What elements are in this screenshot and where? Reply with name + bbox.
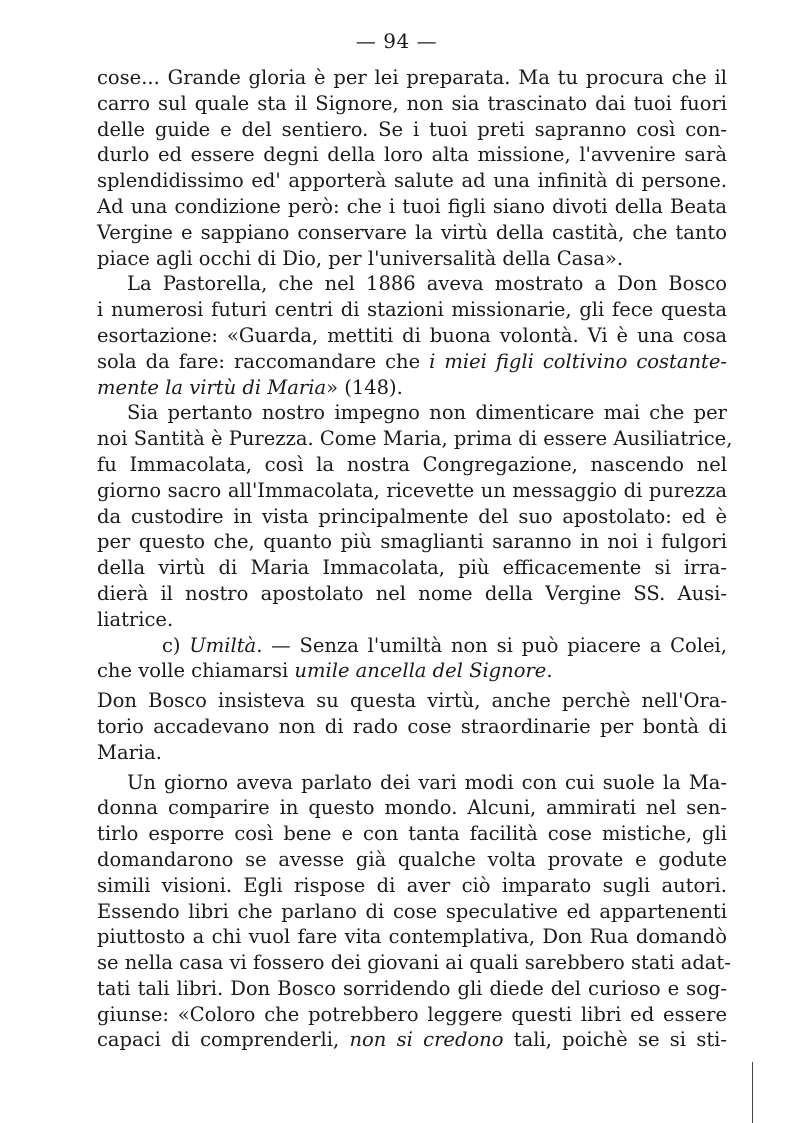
text-span: sola da fare: raccomandare che — [97, 349, 430, 373]
text-line: tirlo esporre così bene e con tanta facilità cose mistiche, gli — [97, 822, 727, 846]
italic-quote: i miei figli coltivino costante- — [429, 349, 727, 373]
italic-phrase: umile ancella del Signore. — [294, 659, 553, 683]
text-line — [97, 375, 727, 401]
section-heading-line — [97, 633, 727, 659]
text-line — [97, 658, 727, 684]
text-line: Vergine e sappiano conservare la virtù della castità, che tanto — [97, 220, 727, 244]
text-line: donna comparire in questo mondo. Alcuni, ammirati nel sen- — [97, 796, 727, 820]
section-title: Umiltà. — [189, 633, 263, 657]
text-line: noi Santità è Purezza. Come Maria, prima di essere Ausiliatrice, — [97, 427, 733, 451]
text-span: — Senza l'umiltà non si può piacere a Colei, — [262, 633, 727, 657]
italic-quote: mente la virtù di Maria — [97, 375, 327, 399]
text-line: i numerosi futuri centri di stazioni missionarie, gli fece questa — [97, 298, 727, 322]
text-line: piace agli occhi di Dio, per l'universalità della Casa». — [97, 246, 624, 270]
text-line: giorno sacro all'Immacolata, ricevette un messaggio di purezza — [97, 478, 727, 502]
text-line: carro sul quale sta il Signore, non sia trascinato dai tuoi fuori — [97, 91, 727, 115]
text-line: da custodire in vista principalmente del suo apostolato: ed è — [97, 504, 727, 528]
text-line: torio accadevano non di rado cose straordinarie per bontà di — [97, 714, 727, 738]
text-line: Don Bosco insisteva su questa virtù, anche perchè nell'Ora- — [97, 689, 727, 713]
text-line: splendidissimo ed' apporterà salute ad una infinità di persone. — [97, 169, 727, 193]
body-text — [97, 65, 733, 1053]
text-line: tati tali libri. Don Bosco sorridendo gli diede del curioso e sog- — [97, 976, 727, 1000]
text-span: capaci di comprenderli, — [97, 1028, 350, 1052]
text-line: se nella casa vi fossero dei giovani ai quali sarebbero stati adat- — [97, 951, 731, 975]
text-span: » (148). — [326, 375, 403, 399]
text-line: liatrice. — [97, 607, 174, 631]
text-line: La Pastorella, che nel 1886 aveva mostrato a Don Bosco — [127, 272, 727, 296]
text-line: fu Immacolata, così la nostra Congregazione, nascendo nel — [97, 452, 727, 476]
text-line: esortazione: «Guarda, mettiti di buona volontà. Vi è una cosa — [97, 323, 727, 347]
margin-rule — [752, 1062, 753, 1123]
text-line: domandarono se avesse già qualche volta provate e godute — [97, 847, 727, 871]
text-line: Maria. — [97, 740, 162, 764]
page-number: — 94 — — [355, 29, 438, 53]
text-line: cose... Grande gloria è per lei preparata. Ma tu procura che il — [97, 66, 727, 89]
text-line: simili visioni. Egli rispose di aver ciò imparato sugli autori. — [97, 873, 727, 897]
text-span: tali, poichè se si sti- — [503, 1028, 727, 1052]
text-line: piuttosto a chi vuol fare vita contemplativa, Don Rua domandò — [97, 925, 727, 949]
text-line: per questo che, quanto più smaglianti saranno in noi i fulgori — [97, 530, 727, 554]
text-span: che volle chiamarsi — [97, 659, 295, 683]
italic-phrase: non si credono — [349, 1028, 504, 1052]
text-span: c) — [162, 633, 190, 657]
text-line: Sia pertanto nostro impegno non dimenticare mai che per — [127, 401, 727, 425]
text-line: della virtù di Maria Immacolata, più efficacemente si irra- — [97, 556, 727, 580]
text-line: Un giorno aveva parlato dei vari modi con cui suole la Ma- — [127, 770, 727, 794]
text-line — [97, 1027, 727, 1053]
text-line: Essendo libri che parlano di cose speculative ed appartenenti — [97, 899, 727, 923]
text-line — [97, 349, 727, 375]
text-line: dierà il nostro apostolato nel nome della Vergine SS. Ausi- — [97, 581, 727, 605]
text-line: Ad una condizione però: che i tuoi figli siano divoti della Beata — [97, 194, 727, 218]
text-line: giunse: «Coloro che potrebbero leggere questi libri ed essere — [97, 1002, 727, 1026]
text-line: delle guide e del sentiero. Se i tuoi preti sapranno così con- — [97, 117, 727, 141]
text-line: durlo ed essere degni della loro alta missione, l'avvenire sarà — [97, 143, 727, 167]
